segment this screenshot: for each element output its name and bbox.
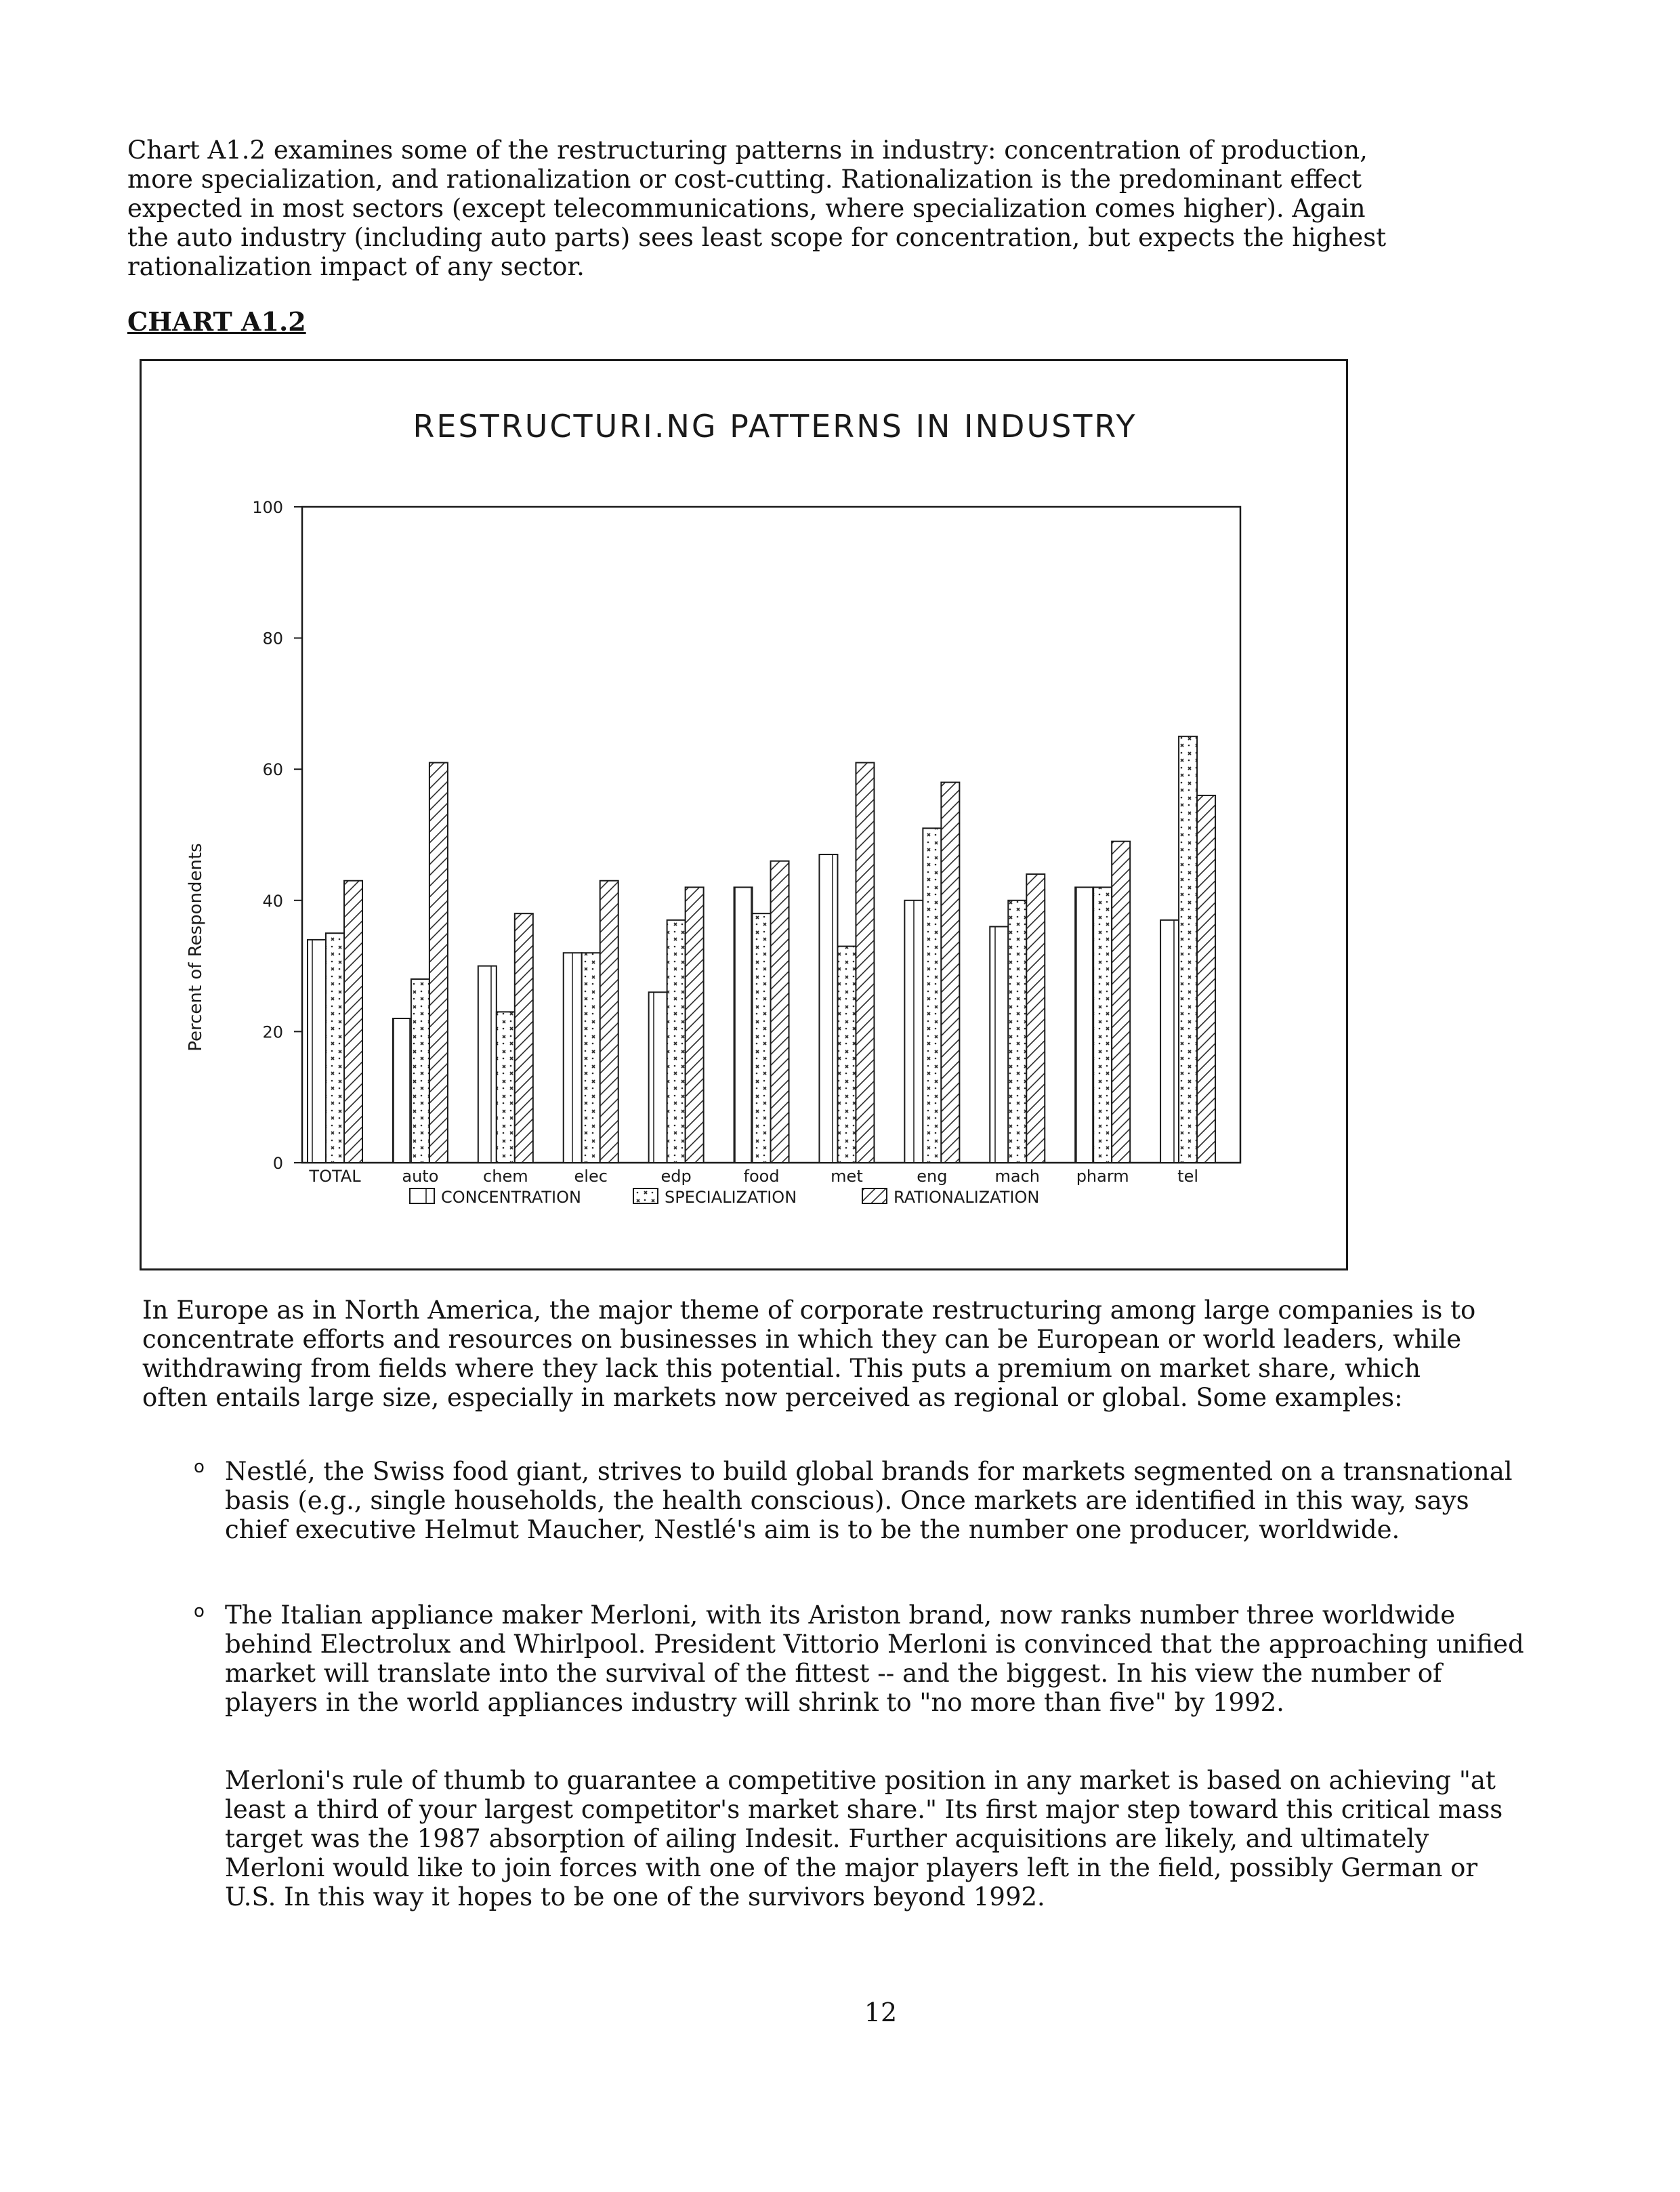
page-number: 12 — [864, 1998, 898, 2027]
legend-swatch-rationalization — [862, 1188, 887, 1203]
bar-specialization-food — [753, 913, 771, 1163]
europe-paragraph: In Europe as in North America, the major theme of corporate restructuring among large companies is to concentrate efforts and resources on businesses in which they can be European or world leaders, while withdrawing from fields where they lack this potential. This puts a premium on market share, which often entails large size, especially in markets now perceived as regional or global. Some examples: — [142, 1296, 1476, 1412]
bar-concentration-met — [819, 854, 837, 1163]
legend-label-specialization: SPECIALIZATION — [665, 1188, 797, 1207]
bar-specialization-met — [837, 947, 856, 1163]
bar-marks — [308, 737, 1215, 1163]
y-tick-label: 100 — [252, 498, 283, 517]
merloni-paragraph: Merloni's rule of thumb to guarantee a competitive position in any market is based on achieving "at least a third of your largest competitor's market share." Its first major step toward this critical mass target was the 1987 absorption of ailing Indesit. Further acquisitions are likely, and ultimately Merloni would like to join forces with one of the major players left in the field, possibly German or U.S. In this way it hopes to be one of the survivors beyond 1992. — [225, 1766, 1503, 1911]
bar-specialization-pharm — [1093, 887, 1112, 1163]
chart-heading: CHART A1.2 — [127, 306, 306, 337]
bar-specialization-eng — [923, 828, 941, 1163]
x-category-label: TOTAL — [309, 1167, 361, 1186]
bar-specialization-mach — [1008, 901, 1026, 1163]
bar-rationalization-tel — [1197, 795, 1215, 1163]
x-axis-category-labels — [308, 1167, 1198, 1186]
bar-rationalization-food — [771, 861, 789, 1163]
bar-rationalization-eng — [941, 783, 959, 1163]
bar-specialization-auto — [411, 979, 429, 1163]
bar-specialization-tel — [1179, 737, 1197, 1163]
bar-rationalization-total — [344, 881, 362, 1163]
x-category-label: tel — [1177, 1167, 1199, 1186]
restructuring-bar-chart — [142, 361, 1346, 1268]
y-tick-label: 80 — [262, 629, 283, 648]
chart-title: RESTRUCTURI.NG PATTERNS IN INDUSTRY — [413, 408, 1137, 444]
x-category-label: mach — [994, 1167, 1041, 1186]
bullet-marker: o — [194, 1457, 205, 1477]
y-axis-ticks — [252, 498, 302, 1173]
x-category-label: auto — [402, 1167, 439, 1186]
bullet-marker: o — [194, 1601, 205, 1621]
bar-rationalization-mach — [1026, 874, 1045, 1163]
x-category-label: food — [743, 1167, 780, 1186]
bar-concentration-food — [734, 887, 753, 1163]
x-category-label: edp — [660, 1167, 692, 1186]
bar-specialization-elec — [582, 953, 600, 1163]
bar-concentration-edp — [649, 992, 667, 1163]
y-tick-label: 60 — [262, 760, 283, 780]
bar-concentration-tel — [1160, 920, 1179, 1163]
y-tick-label: 20 — [262, 1022, 283, 1042]
bar-concentration-pharm — [1075, 887, 1093, 1163]
bar-specialization-total — [326, 933, 344, 1163]
y-axis-label: Percent of Respondents — [186, 843, 206, 1052]
legend-swatch-specialization — [633, 1188, 658, 1203]
bullet-item-nestle: Nestlé, the Swiss food giant, strives to build global brands for markets segmented on a transnational basis (e.g., single households, the health conscious). Once markets are identified in this way, says chief executive Helmut Maucher, Nestlé's aim is to be the number one producer, worldwide. — [225, 1457, 1513, 1544]
legend-swatch-concentration — [410, 1188, 434, 1203]
bar-concentration-elec — [564, 953, 582, 1163]
y-tick-label: 0 — [272, 1154, 283, 1173]
bar-rationalization-met — [856, 763, 874, 1163]
legend — [410, 1188, 1039, 1207]
y-tick-label: 40 — [262, 891, 283, 911]
x-category-label: elec — [574, 1167, 608, 1186]
bar-concentration-auto — [393, 1018, 411, 1163]
bar-rationalization-auto — [429, 763, 448, 1163]
bar-concentration-mach — [990, 927, 1008, 1163]
bar-concentration-eng — [904, 901, 923, 1163]
bar-rationalization-chem — [515, 913, 533, 1163]
bar-rationalization-edp — [686, 887, 704, 1163]
x-category-label: pharm — [1076, 1167, 1129, 1186]
x-category-label: chem — [483, 1167, 528, 1186]
x-category-label: met — [831, 1167, 863, 1186]
x-category-label: eng — [917, 1167, 948, 1186]
bar-concentration-chem — [478, 966, 497, 1163]
chart-frame — [140, 359, 1348, 1270]
bullet-item-merloni: The Italian appliance maker Merloni, with its Ariston brand, now ranks number three worldwide behind Electrolux and Whirlpool. President Vittorio Merloni is convinced that the approaching unified market will translate into the survival of the fittest -- and the biggest. In his view the number of players in the world appliances industry will shrink to "no more than five" by 1992. — [225, 1600, 1524, 1717]
bar-rationalization-elec — [600, 881, 618, 1163]
legend-label-rationalization: RATIONALIZATION — [894, 1188, 1040, 1207]
bar-rationalization-pharm — [1112, 842, 1130, 1163]
bar-concentration-total — [308, 940, 326, 1163]
bar-specialization-chem — [497, 1012, 515, 1163]
legend-label-concentration: CONCENTRATION — [441, 1188, 581, 1207]
intro-paragraph: Chart A1.2 examines some of the restructuring patterns in industry: concentration of production, more specialization, and rationalization or cost-cutting. Rationalization is the predominant effect expected in most sectors (except telecommunications, where specialization comes higher). Again the auto industry (including auto parts) sees least scope for concentration, but expects the highest rationalization impact of any sector. — [127, 136, 1387, 281]
bar-specialization-edp — [667, 920, 686, 1163]
